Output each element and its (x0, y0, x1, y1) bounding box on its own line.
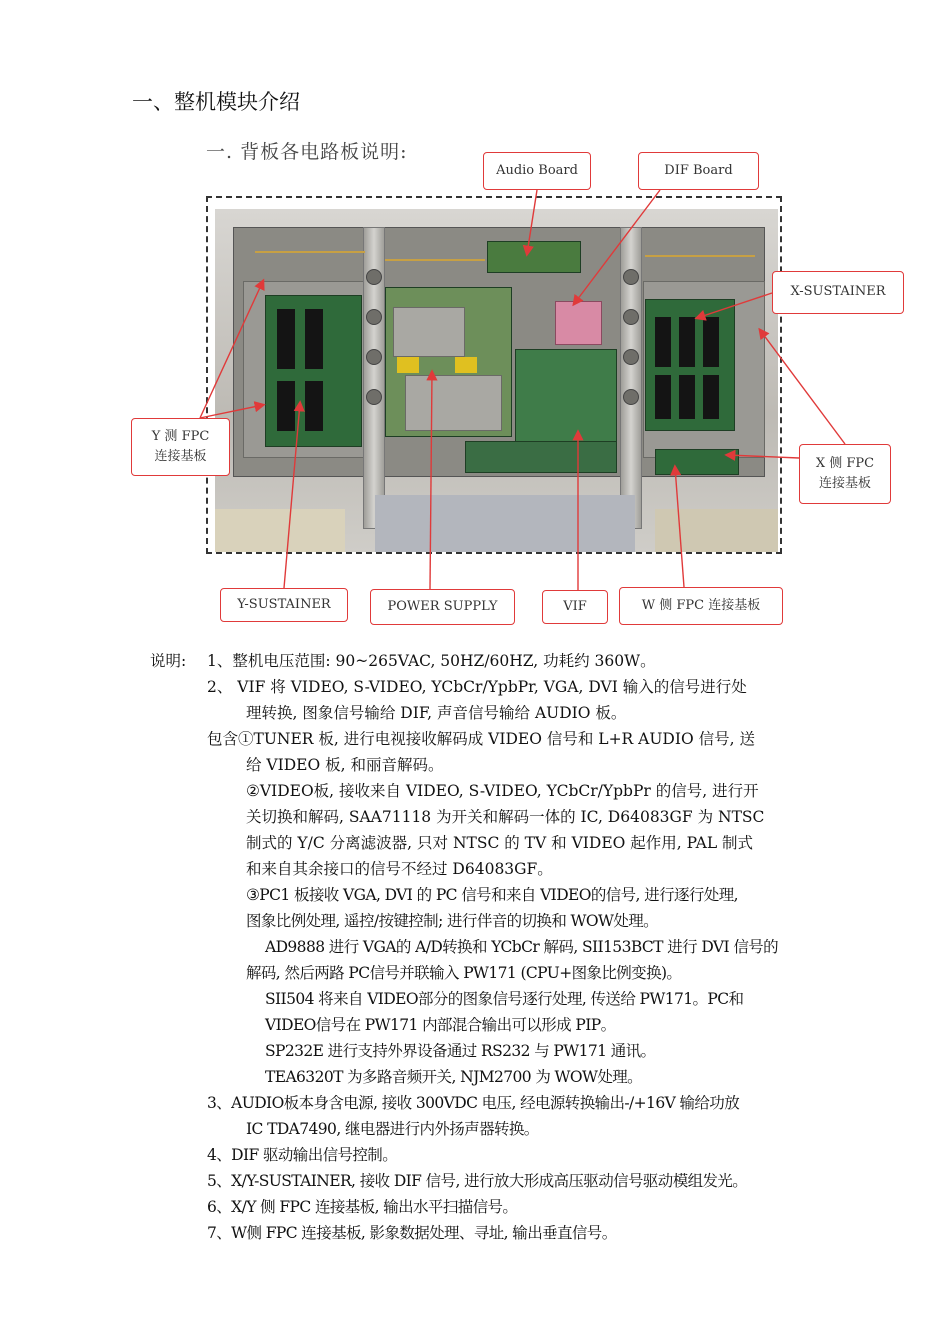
explanation-line: SP232E 进行支持外界设备通过 RS232 与 PW171 通讯。 (265, 1042, 656, 1060)
explanation-line: 给 VIDEO 板, 和丽音解码。 (246, 756, 444, 774)
explanation-line: 2、 VIF 将 VIDEO, S-VIDEO, YCbCr/YpbPr, VGA, DVI 输入的信号进行处 (207, 678, 747, 696)
explanation-line: 1、整机电压范围: 90~265VAC, 50HZ/60HZ, 功耗约 360W。 (207, 652, 656, 670)
callout-x-sustainer: X-SUSTAINER (772, 271, 904, 314)
explanation-line: IC TDA7490, 继电器进行内外扬声器转换。 (246, 1120, 539, 1138)
callout-y-sustainer: Y-SUSTAINER (220, 588, 348, 622)
explanation-line: 5、X/Y-SUSTAINER, 接收 DIF 信号, 进行放大形成高压驱动信号驱动模组发光。 (207, 1172, 748, 1190)
explanation-line: 制式的 Y/C 分离滤波器, 只对 NTSC 的 TV 和 VIDEO 起作用, PAL 制式 (246, 834, 754, 852)
callout-x-fpc-line1: X 侧 FPC (815, 455, 875, 471)
callout-x-fpc (799, 444, 891, 504)
explanation-label: 说明: (150, 652, 187, 670)
callout-y-fpc (131, 418, 230, 476)
explanation-line: VIDEO信号在 PW171 内部混合输出可以形成 PIP。 (265, 1016, 616, 1034)
explanation-line: TEA6320T 为多路音频开关, NJM2700 为 WOW处理。 (265, 1068, 643, 1086)
callout-vif: VIF (542, 590, 608, 624)
explanation-line: 图象比例处理, 遥控/按键控制; 进行伴音的切换和 WOW处理。 (246, 912, 659, 930)
callout-y-fpc-line2: 连接基板 (154, 449, 207, 464)
explanation-line: 6、X/Y 侧 FPC 连接基板, 输出水平扫描信号。 (207, 1198, 518, 1216)
explanation-line: ③PC1 板接收 VGA, DVI 的 PC 信号和来自 VIDEO的信号, 进行逐行处理, (246, 886, 738, 904)
explanation-line: 理转换, 图象信号输给 DIF, 声音信号输给 AUDIO 板。 (246, 704, 627, 722)
explanation-line: 7、W侧 FPC 连接基板, 影象数据处理、寻址, 输出垂直信号。 (207, 1224, 617, 1242)
callout-audio-board: Audio Board (483, 152, 591, 190)
callout-w-fpc: W 侧 FPC 连接基板 (619, 587, 783, 625)
explanation-line: 解码, 然后两路 PC信号并联输入 PW171 (CPU+图象比例变换)。 (246, 964, 682, 982)
explanation-line: 4、DIF 驱动输出信号控制。 (207, 1146, 398, 1164)
callout-power-supply: POWER SUPPLY (370, 589, 515, 625)
callout-y-fpc-line1: Y 测 FPC (151, 428, 210, 444)
explanation-line: 3、AUDIO板本身含电源, 接收 300VDC 电压, 经电源转换输出-/+16V 输给功放 (207, 1094, 740, 1112)
explanation-line: 关切换和解码, SAA71118 为开关和解码一体的 IC, D64083GF 为 NTSC (246, 808, 765, 826)
figure-subheading: 一. 背板各电路板说明: (206, 141, 408, 163)
callout-dif-board: DIF Board (638, 152, 759, 190)
explanation-line: ②VIDEO板, 接收来自 VIDEO, S-VIDEO, YCbCr/YpbPr 的信号, 进行开 (246, 782, 759, 800)
explanation-line: AD9888 进行 VGA的 A/D转换和 YCbCr 解码, SII153BCT 进行 DVI 信号的 (265, 938, 779, 956)
page-heading: 一、整机模块介绍 (132, 90, 300, 114)
explanation-line: SII504 将来自 VIDEO部分的图象信号逐行处理, 传送给 PW171。PC和 (265, 990, 744, 1008)
explanation-line: 包含①TUNER 板, 进行电视接收解码成 VIDEO 信号和 L+R AUDIO 信号, 送 (207, 730, 755, 748)
figure-dashed-frame (206, 196, 782, 554)
explanation-line: 和来自其余接口的信号不经过 D64083GF。 (246, 860, 553, 878)
callout-x-fpc-line2: 连接基板 (818, 476, 871, 491)
